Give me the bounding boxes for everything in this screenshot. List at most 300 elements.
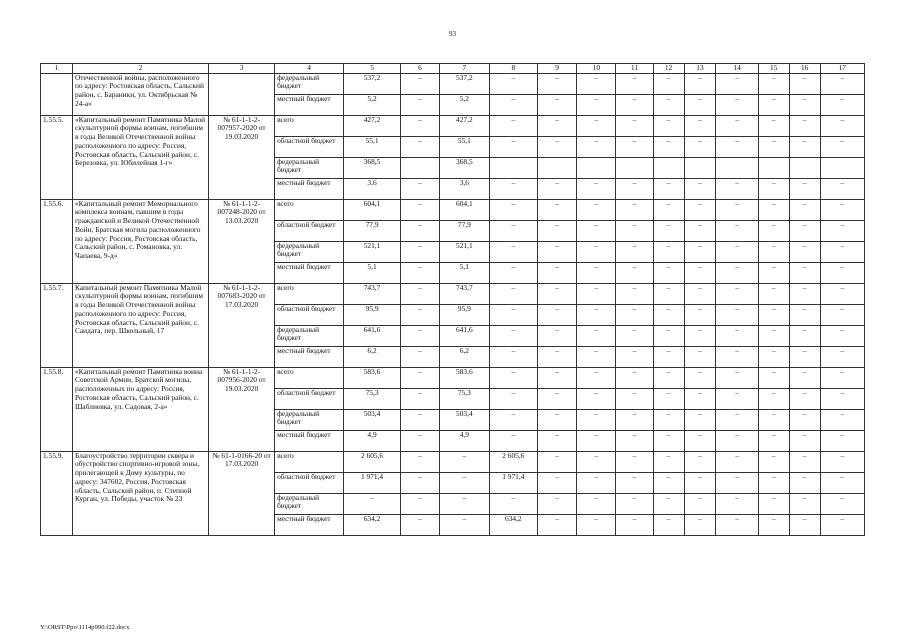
value-cell: – <box>653 262 684 283</box>
value-cell: 521,1 <box>344 241 401 262</box>
value-cell: 5,2 <box>344 94 401 115</box>
footer-file-path: Y:\ORST\Ppo\1114p990.f22.docx <box>40 624 130 631</box>
value-cell: – <box>400 493 439 514</box>
value-cell: – <box>820 94 864 115</box>
value-cell: – <box>538 73 577 94</box>
value-cell: – <box>653 493 684 514</box>
value-cell: 537,2 <box>440 73 490 94</box>
funding-source: всего <box>275 283 344 304</box>
value-cell: – <box>820 493 864 514</box>
value-cell: – <box>653 451 684 472</box>
value-cell: 427,2 <box>344 115 401 136</box>
value-cell: – <box>653 73 684 94</box>
registration-number: № 61-1-0166-20 от 17.03.2020 <box>209 451 275 535</box>
funding-source: местный бюджет <box>275 262 344 283</box>
value-cell: – <box>789 409 820 430</box>
item-name: «Капитальный ремонт Мемориального комплекса воинам, павшим в годы гражданской и Великой Отечественной Войн, Братская могила расположенного по адресу: Россия, Ростовская область, Сальский район, с. Романовка, ул. Чапаева, 9-д» <box>72 199 208 283</box>
value-cell: – <box>577 472 616 493</box>
value-cell: – <box>577 262 616 283</box>
value-cell: – <box>789 115 820 136</box>
funding-source: областной бюджет <box>275 472 344 493</box>
value-cell <box>653 157 684 178</box>
value-cell: – <box>400 514 439 535</box>
value-cell: – <box>538 220 577 241</box>
value-cell: – <box>616 304 653 325</box>
value-cell: – <box>616 115 653 136</box>
value-cell: – <box>616 283 653 304</box>
value-cell: – <box>653 115 684 136</box>
table-row <box>41 367 865 388</box>
value-cell: 77,9 <box>344 220 401 241</box>
value-cell: – <box>789 199 820 220</box>
value-cell: – <box>489 493 537 514</box>
value-cell: – <box>538 178 577 199</box>
budget-table <box>40 63 865 536</box>
item-name: Капитальный ремонт Памятника Малой скульптурной формы воинам, погибшим в годы Великой Отечественной войны расположенного по адресу: Россия, Ростовская область, Сальский район, с. Сандата, пер. Школьный, 17 <box>72 283 208 367</box>
column-header: 13 <box>684 64 716 74</box>
value-cell: – <box>440 514 490 535</box>
item-number: 1.55.7. <box>41 283 73 367</box>
value-cell: – <box>577 199 616 220</box>
value-cell: – <box>789 73 820 94</box>
value-cell: – <box>400 472 439 493</box>
value-cell: – <box>716 367 758 388</box>
value-cell: – <box>577 409 616 430</box>
page-number: 93 <box>449 30 456 38</box>
funding-source: местный бюджет <box>275 178 344 199</box>
column-header: 14 <box>716 64 758 74</box>
column-header: 5 <box>344 64 401 74</box>
value-cell <box>758 157 789 178</box>
value-cell: – <box>716 283 758 304</box>
value-cell: – <box>489 178 537 199</box>
value-cell: 503,4 <box>440 409 490 430</box>
value-cell: – <box>758 367 789 388</box>
value-cell <box>577 157 616 178</box>
value-cell: – <box>400 325 439 346</box>
value-cell <box>820 157 864 178</box>
value-cell: – <box>716 73 758 94</box>
column-header: 8 <box>489 64 537 74</box>
value-cell: – <box>789 304 820 325</box>
funding-source: федеральный бюджет <box>275 493 344 514</box>
value-cell: 3,6 <box>344 178 401 199</box>
value-cell: – <box>489 73 537 94</box>
value-cell: – <box>577 514 616 535</box>
value-cell: – <box>616 73 653 94</box>
value-cell: – <box>684 94 716 115</box>
funding-source: федеральный бюджет <box>275 241 344 262</box>
value-cell: – <box>758 94 789 115</box>
value-cell: – <box>716 388 758 409</box>
funding-source: областной бюджет <box>275 136 344 157</box>
value-cell: – <box>716 136 758 157</box>
value-cell: – <box>684 493 716 514</box>
value-cell: – <box>789 262 820 283</box>
value-cell: – <box>684 241 716 262</box>
value-cell: – <box>400 346 439 367</box>
funding-source: всего <box>275 451 344 472</box>
value-cell: – <box>684 136 716 157</box>
value-cell: – <box>653 514 684 535</box>
value-cell: – <box>820 73 864 94</box>
value-cell: – <box>789 241 820 262</box>
value-cell: – <box>616 262 653 283</box>
value-cell: 6,2 <box>344 346 401 367</box>
value-cell: – <box>440 451 490 472</box>
value-cell: 4,9 <box>344 430 401 451</box>
value-cell: – <box>758 115 789 136</box>
value-cell: – <box>489 220 537 241</box>
value-cell: – <box>489 199 537 220</box>
value-cell: 634,2 <box>344 514 401 535</box>
value-cell: – <box>653 472 684 493</box>
value-cell: – <box>400 388 439 409</box>
value-cell: – <box>344 493 401 514</box>
value-cell: – <box>400 430 439 451</box>
value-cell <box>616 157 653 178</box>
column-header: 6 <box>400 64 439 74</box>
value-cell: – <box>400 94 439 115</box>
value-cell: 427,2 <box>440 115 490 136</box>
value-cell: – <box>653 388 684 409</box>
funding-source: местный бюджет <box>275 514 344 535</box>
item-number: 1.55.8. <box>41 367 73 451</box>
value-cell: 5,1 <box>440 262 490 283</box>
value-cell: 2 605,6 <box>344 451 401 472</box>
column-header: 12 <box>653 64 684 74</box>
value-cell: – <box>577 430 616 451</box>
value-cell: – <box>758 73 789 94</box>
funding-source: федеральный бюджет <box>275 157 344 178</box>
value-cell: – <box>789 472 820 493</box>
item-name: «Капитальный ремонт Памятника Малой скульптурной формы воинам, погибшим в годы Великой Отечественной войны расположенного по адресу: Россия, Ростовская область, Сальский район, с. Березовка, ул. Юбилейная 1-г» <box>72 115 208 199</box>
value-cell: 75,3 <box>440 388 490 409</box>
value-cell: – <box>684 472 716 493</box>
table-row <box>41 115 865 136</box>
value-cell: – <box>400 262 439 283</box>
value-cell: – <box>653 178 684 199</box>
registration-number <box>209 73 275 115</box>
value-cell: – <box>577 451 616 472</box>
value-cell: 743,7 <box>344 283 401 304</box>
value-cell: – <box>616 178 653 199</box>
value-cell: – <box>400 451 439 472</box>
value-cell: – <box>489 262 537 283</box>
value-cell: – <box>684 451 716 472</box>
column-header: 7 <box>440 64 490 74</box>
value-cell: – <box>616 241 653 262</box>
value-cell: – <box>489 94 537 115</box>
funding-source: областной бюджет <box>275 388 344 409</box>
value-cell: 75,3 <box>344 388 401 409</box>
table-row <box>41 73 865 94</box>
value-cell: – <box>684 304 716 325</box>
funding-source: областной бюджет <box>275 220 344 241</box>
value-cell: – <box>789 388 820 409</box>
value-cell: – <box>616 367 653 388</box>
value-cell: – <box>489 388 537 409</box>
value-cell: – <box>489 346 537 367</box>
value-cell: – <box>684 409 716 430</box>
value-cell: – <box>489 241 537 262</box>
value-cell: 634,2 <box>489 514 537 535</box>
value-cell: 368,5 <box>344 157 401 178</box>
column-header: 9 <box>538 64 577 74</box>
value-cell: – <box>684 115 716 136</box>
value-cell: – <box>400 199 439 220</box>
value-cell: – <box>538 325 577 346</box>
column-header: 2 <box>72 64 208 74</box>
value-cell: – <box>577 115 616 136</box>
value-cell: – <box>400 220 439 241</box>
value-cell <box>538 157 577 178</box>
value-cell: – <box>489 430 537 451</box>
funding-source: областной бюджет <box>275 304 344 325</box>
value-cell: – <box>820 367 864 388</box>
value-cell: – <box>684 178 716 199</box>
value-cell: – <box>538 367 577 388</box>
column-header: 1 <box>41 64 73 74</box>
value-cell: – <box>758 388 789 409</box>
value-cell: – <box>716 94 758 115</box>
funding-source: всего <box>275 199 344 220</box>
value-cell: – <box>489 115 537 136</box>
value-cell: – <box>400 115 439 136</box>
value-cell: – <box>716 409 758 430</box>
value-cell: – <box>716 451 758 472</box>
value-cell: – <box>758 430 789 451</box>
item-name: Благоустройство территории сквера и обустройство спортивно-игровой зоны, прилегающей к Дому культуры, по адресу: 347602, Россия, Ростовская область, Сальский район, п. Степной Курган, ул. Победы, участок № 23 <box>72 451 208 535</box>
value-cell: – <box>820 514 864 535</box>
value-cell: – <box>684 73 716 94</box>
value-cell: – <box>577 325 616 346</box>
value-cell: 5,1 <box>344 262 401 283</box>
value-cell: 503,4 <box>344 409 401 430</box>
value-cell: – <box>616 220 653 241</box>
value-cell: 55,1 <box>344 136 401 157</box>
value-cell: – <box>489 304 537 325</box>
value-cell: 537,2 <box>344 73 401 94</box>
value-cell: – <box>538 115 577 136</box>
value-cell: – <box>758 304 789 325</box>
value-cell: – <box>400 73 439 94</box>
value-cell: – <box>716 493 758 514</box>
value-cell: 368,5 <box>440 157 490 178</box>
value-cell: – <box>789 493 820 514</box>
value-cell: – <box>440 493 490 514</box>
value-cell: 2 605,6 <box>489 451 537 472</box>
value-cell: – <box>653 283 684 304</box>
value-cell: – <box>684 514 716 535</box>
column-header: 3 <box>209 64 275 74</box>
value-cell: – <box>616 136 653 157</box>
value-cell: – <box>538 94 577 115</box>
value-cell: – <box>577 304 616 325</box>
value-cell: – <box>789 451 820 472</box>
funding-source: всего <box>275 367 344 388</box>
value-cell: – <box>758 283 789 304</box>
value-cell: – <box>820 136 864 157</box>
value-cell: – <box>538 346 577 367</box>
value-cell: – <box>716 241 758 262</box>
value-cell: – <box>758 493 789 514</box>
value-cell: – <box>758 136 789 157</box>
value-cell: – <box>616 388 653 409</box>
value-cell: – <box>400 409 439 430</box>
funding-source: всего <box>275 115 344 136</box>
table-row <box>41 451 865 472</box>
value-cell: – <box>820 451 864 472</box>
item-name: «Капитальный ремонт Памятника воина Советской Армии, Братской могилы, расположенных по адресу: Россия, Ростовская область, Сальский район, с. Шаблиевка, ул. Садовая, 2-а» <box>72 367 208 451</box>
value-cell: – <box>758 451 789 472</box>
column-header: 11 <box>616 64 653 74</box>
table-row <box>41 283 865 304</box>
value-cell: 1 971,4 <box>489 472 537 493</box>
value-cell: – <box>616 451 653 472</box>
value-cell: – <box>758 409 789 430</box>
value-cell: 55,1 <box>440 136 490 157</box>
value-cell: – <box>820 241 864 262</box>
value-cell: – <box>820 388 864 409</box>
value-cell: – <box>538 304 577 325</box>
value-cell: – <box>820 178 864 199</box>
funding-source: местный бюджет <box>275 94 344 115</box>
value-cell: – <box>716 430 758 451</box>
value-cell: – <box>820 283 864 304</box>
value-cell: – <box>820 115 864 136</box>
value-cell: – <box>616 325 653 346</box>
value-cell: – <box>789 136 820 157</box>
value-cell: – <box>716 325 758 346</box>
value-cell: – <box>653 241 684 262</box>
value-cell: – <box>684 199 716 220</box>
value-cell: – <box>616 493 653 514</box>
value-cell: – <box>489 409 537 430</box>
registration-number: № 61-1-1-2-007956-2020 от 19.03.2020 <box>209 367 275 451</box>
column-header: 15 <box>758 64 789 74</box>
value-cell: – <box>820 430 864 451</box>
value-cell: – <box>577 346 616 367</box>
value-cell: – <box>538 136 577 157</box>
value-cell: – <box>820 304 864 325</box>
value-cell: 641,6 <box>440 325 490 346</box>
value-cell: – <box>616 472 653 493</box>
value-cell: – <box>758 325 789 346</box>
value-cell: – <box>758 472 789 493</box>
value-cell: – <box>684 325 716 346</box>
value-cell: – <box>758 346 789 367</box>
value-cell: – <box>577 493 616 514</box>
value-cell: 4,9 <box>440 430 490 451</box>
value-cell <box>716 157 758 178</box>
value-cell: 1 971,4 <box>344 472 401 493</box>
value-cell: – <box>538 283 577 304</box>
value-cell: – <box>789 514 820 535</box>
item-name: Отечественной войны, расположенного по адресу: Ростовская область, Сальский район, с. Бараники, ул. Октябрьская № 24-а» <box>72 73 208 115</box>
value-cell: – <box>577 367 616 388</box>
value-cell: – <box>789 346 820 367</box>
value-cell: – <box>820 199 864 220</box>
registration-number: № 61-1-1-2-007248-2020 от 13.03.2020 <box>209 199 275 283</box>
value-cell: – <box>789 325 820 346</box>
value-cell: – <box>616 346 653 367</box>
value-cell: – <box>653 304 684 325</box>
value-cell: – <box>684 346 716 367</box>
value-cell: – <box>653 199 684 220</box>
value-cell: 77,9 <box>440 220 490 241</box>
column-header: 16 <box>789 64 820 74</box>
value-cell: – <box>653 346 684 367</box>
value-cell: – <box>400 241 439 262</box>
value-cell: – <box>400 283 439 304</box>
value-cell: – <box>538 241 577 262</box>
value-cell: – <box>653 94 684 115</box>
item-number: 1.55.9. <box>41 451 73 535</box>
value-cell: – <box>758 262 789 283</box>
value-cell: – <box>400 367 439 388</box>
value-cell: – <box>653 220 684 241</box>
value-cell: – <box>653 367 684 388</box>
value-cell: – <box>538 262 577 283</box>
value-cell: – <box>758 199 789 220</box>
value-cell: – <box>616 94 653 115</box>
header-row <box>41 64 865 74</box>
value-cell <box>684 157 716 178</box>
value-cell: – <box>577 73 616 94</box>
value-cell: – <box>789 94 820 115</box>
value-cell: – <box>716 178 758 199</box>
funding-source: федеральный бюджет <box>275 73 344 94</box>
value-cell: – <box>820 220 864 241</box>
item-number: 1.55.5. <box>41 115 73 199</box>
value-cell: – <box>789 430 820 451</box>
value-cell: – <box>577 94 616 115</box>
value-cell: – <box>820 409 864 430</box>
value-cell <box>400 157 439 178</box>
value-cell: – <box>716 220 758 241</box>
value-cell: – <box>616 409 653 430</box>
value-cell: – <box>820 472 864 493</box>
value-cell: – <box>538 199 577 220</box>
value-cell: – <box>538 430 577 451</box>
value-cell: – <box>653 325 684 346</box>
value-cell: – <box>789 220 820 241</box>
value-cell: – <box>440 472 490 493</box>
value-cell: – <box>820 262 864 283</box>
value-cell: – <box>684 430 716 451</box>
value-cell: – <box>653 136 684 157</box>
value-cell: – <box>716 304 758 325</box>
value-cell: – <box>538 388 577 409</box>
value-cell: – <box>400 178 439 199</box>
table-row <box>41 199 865 220</box>
column-header: 17 <box>820 64 864 74</box>
value-cell: – <box>400 136 439 157</box>
value-cell: 641,6 <box>344 325 401 346</box>
value-cell: – <box>538 514 577 535</box>
value-cell: – <box>577 283 616 304</box>
value-cell: – <box>684 367 716 388</box>
value-cell: – <box>716 115 758 136</box>
value-cell: – <box>577 178 616 199</box>
value-cell: – <box>489 325 537 346</box>
value-cell: – <box>789 283 820 304</box>
value-cell: – <box>684 388 716 409</box>
value-cell: 583,6 <box>440 367 490 388</box>
value-cell: – <box>653 430 684 451</box>
value-cell: – <box>789 178 820 199</box>
